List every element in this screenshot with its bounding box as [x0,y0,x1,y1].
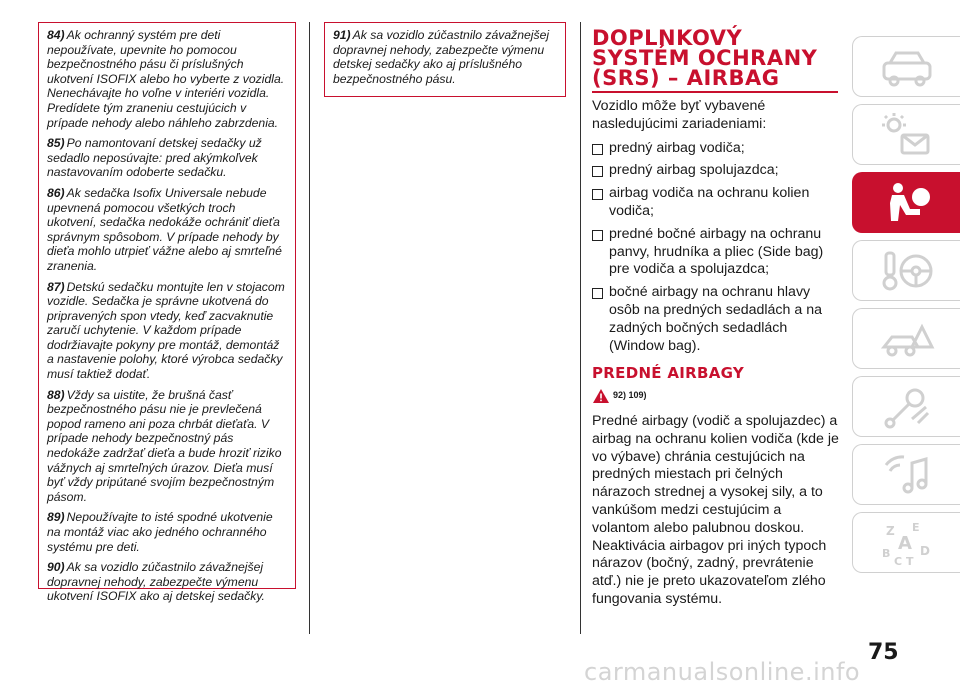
column-divider [309,22,310,634]
svg-text:T: T [905,554,914,568]
tab-emergency[interactable] [852,308,960,369]
wrench-service-icon [878,383,936,431]
bullet-box-icon [592,230,603,241]
tab-index[interactable] [852,512,960,573]
title-underline [592,91,838,93]
section-title-block [592,28,842,93]
svg-text:Z: Z [885,523,895,538]
note-88: 88) Vždy sa uistite, že brušná časť bezpečnostného pásu nie je prevlečená popod rameno ani poza chrbát dieťaťa. V prípade nehody bezpečnostný pás nedokáže zadržať dieťa a bude hroziť riziko vážnych aj smrteľných úrazov. Dieťa musí byť vždy pripútané svojím bezpečnostným pásom. [47,387,282,504]
bullet-box-icon [592,144,603,155]
car-info-icon [878,43,936,91]
safety-notes-box-mid [324,22,566,97]
main-content [592,98,842,615]
tab-instrument-panel[interactable] [852,104,960,165]
svg-text:D: D [919,543,930,558]
warning-reference: 92) 109) [592,387,842,405]
note-87: 87) Detskú sedačku montujte len v stojacom vozidle. Sedačka je správne ukotvená do pripravených spon vtedy, keď zacvaknutie zaručí uchytenie. V každom prípade dodržiavajte pokyny pre montáž, demontáž a nastavenie polohy, ktoré výrobca sedačky musí taktiež dodať. [47,279,285,382]
watermark-text: carmanualsonline.info [584,658,861,686]
note-85: 85) Po namontovaní detskej sedačky už sedadlo neposúvajte: pred akýmkoľvek nastavovaním odoberte sedačku. [47,136,262,180]
note-91: 91) Ak sa vozidlo zúčastnilo závažnejšej dopravnej nehody, zabezpečte výmenu detskej sedačky ako aj príslušného bezpečnostného pásu. [333,28,550,86]
list-item: predný airbag vodiča; [592,140,842,158]
tab-vehicle-knowledge[interactable] [852,36,960,97]
dashboard-lights-icon [878,111,936,159]
svg-text:C: C [893,554,902,568]
note-89: 89) Nepoužívajte to isté spodné ukotvenie na montáž viac ako jedného ochranného systému pre deti. [47,510,273,554]
svg-text:A: A [897,532,912,554]
tab-multimedia[interactable] [852,444,960,505]
subsection-title: PREDNÉ AIRBAGY [592,364,745,383]
list-item: airbag vodiča na ochranu kolien vodiča; [592,185,842,221]
section-title: DOPLNKOVÝ SYSTÉM OCHRANY (SRS) – AIRBAG [592,26,818,90]
warning-triangle-icon [592,388,610,404]
alphabetical-index-icon [878,519,936,567]
bullet-box-icon [592,288,603,299]
svg-text:B: B [881,546,890,560]
list-item: predný airbag spolujazdca; [592,162,842,180]
column-divider [580,22,581,634]
key-steering-wheel-icon [878,247,936,295]
tab-safety[interactable] [852,172,960,233]
tab-starting-driving[interactable] [852,240,960,301]
tab-maintenance[interactable] [852,376,960,437]
page-number: 75 [868,640,899,665]
safety-notes-box-left [38,22,296,604]
warning-triangle-car-icon [878,315,936,363]
svg-text:E: E [911,520,920,534]
airbag-safety-icon [878,179,936,227]
multimedia-music-icon [878,451,936,499]
body-text: Predné airbagy (vodič a spolujazdec) a airbag na ochranu kolien vodiča (kde je vo výbave) chránia cestujúcich na predných miestach pri čelných nárazoch strednej a vysokej sily, a to vankúšom medzi cestujúcim a volantom alebo palubnou doskou. Neaktivácia airbagov pri iných typoch nárazov (bočný, zadný, prevrátenie atď.) nie je preto ukazovateľom zlého fungovania systému. [592,412,839,607]
list-item: bočné airbagy na ochranu hlavy osôb na predných sedadlách a na zadných bočných sedadlách (Window bag). [592,284,842,355]
note-90: 90) Ak sa vozidlo zúčastnilo závažnejšej dopravnej nehody, zabezpečte výmenu ukotvení ISOFIX ako aj detskej sedačky. [47,560,265,604]
note-84: 84) Ak ochranný systém pre deti nepoužívate, upevnite ho pomocou bezpečnostného pásu či príslušných ukotvení ISOFIX alebo ho vyberte z vozidla. Nenechávajte ho voľne v interiéri vozidla. Predídete tým zraneniu cestujúcich v prípade nehody alebo náhleho zabrzdenia. [47,28,285,130]
bullet-box-icon [592,166,603,177]
list-item: predné bočné airbagy na ochranu panvy, hrudníka a pliec (Side bag) pre vodiča a spolujazdca; [592,226,842,279]
intro-text: Vozidlo môže byť vybavené nasledujúcimi zariadeniami: [592,98,767,132]
bullet-box-icon [592,189,603,200]
note-86: 86) Ak sedačka Isofix Universale nebude upevnená pomocou všetkých troch ukotvení, sedačka nedokáže ochrániť dieťa správnym spôsobom. V prípade nehody by dieťa mohlo utrpieť vážne alebo aj smrteľné zranenia. [47,185,282,273]
chapter-tabs [852,36,960,580]
